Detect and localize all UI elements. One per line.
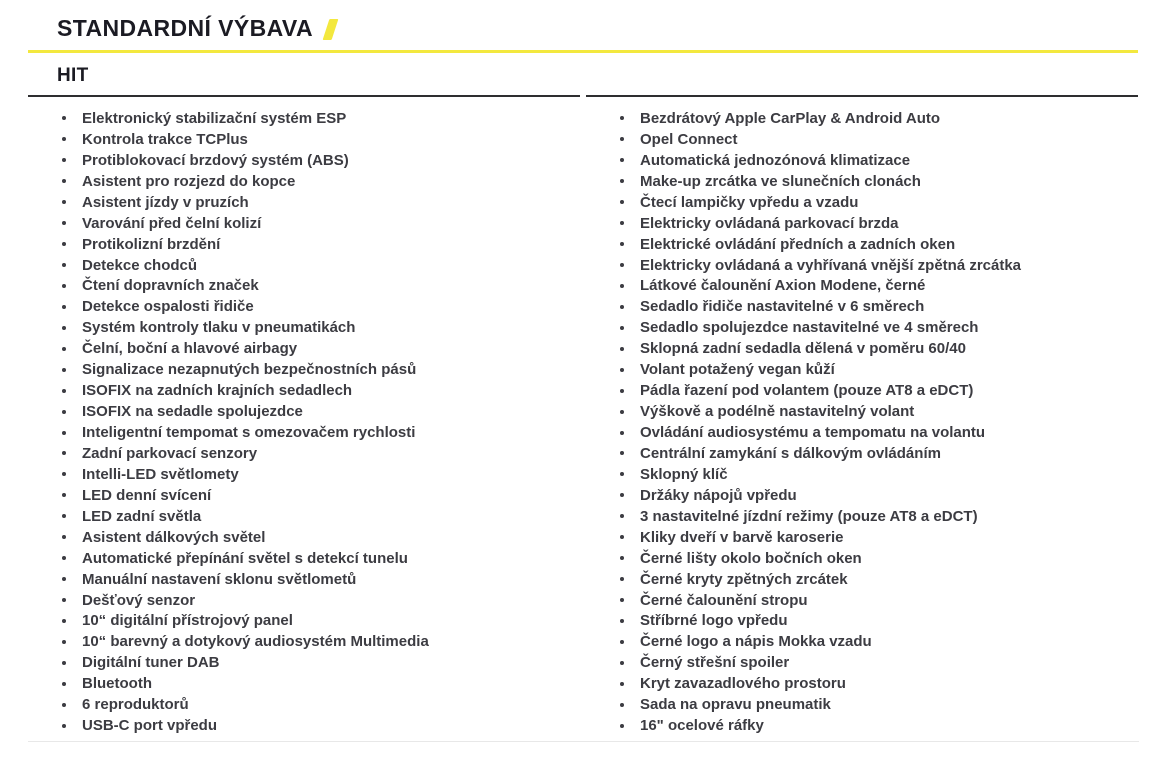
equipment-item (586, 506, 1138, 527)
equipment-item (586, 464, 1138, 485)
equipment-item (586, 569, 1138, 590)
equipment-item-label: Manuální nastavení sklonu světlometů (82, 570, 357, 588)
equipment-item-label: LED denní svícení (82, 486, 212, 504)
equipment-item (28, 276, 580, 297)
bullet-icon (62, 179, 66, 183)
equipment-item-label: Centrální zamykání s dálkovým ovládáním (640, 444, 941, 462)
bullet-icon (620, 284, 624, 288)
bullet-icon (62, 640, 66, 644)
equipment-item (586, 171, 1138, 192)
bullet-icon (62, 410, 66, 414)
equipment-item (586, 527, 1138, 548)
bullet-icon (62, 242, 66, 246)
page-header (28, 14, 1138, 53)
equipment-item (28, 234, 580, 255)
bullet-icon (620, 305, 624, 309)
equipment-item-label: Látkové čalounění Axion Modene, černé (640, 277, 926, 295)
equipment-item-label: Varování před čelní kolizí (82, 214, 262, 232)
equipment-item (28, 422, 580, 443)
equipment-item-label: Sedadlo spolujezdce nastavitelné ve 4 směrech (640, 319, 979, 337)
equipment-item-label: Černé lišty okolo bočních oken (640, 549, 862, 567)
page-title: STANDARDNÍ VÝBAVA (57, 15, 313, 41)
equipment-item (28, 401, 580, 422)
yellow-divider (28, 50, 1138, 53)
bullet-icon (62, 598, 66, 602)
equipment-item (28, 694, 580, 715)
equipment-item (28, 359, 580, 380)
bullet-icon (620, 703, 624, 707)
bottom-divider (28, 741, 1139, 742)
equipment-item (28, 631, 580, 652)
bullet-icon (62, 724, 66, 728)
equipment-item-label: Černý střešní spoiler (640, 654, 790, 672)
equipment-item-label: Asistent jízdy v pruzích (82, 193, 249, 211)
equipment-item-label: Elektricky ovládaná parkovací brzda (640, 214, 899, 232)
equipment-item (586, 401, 1138, 422)
bullet-icon (620, 451, 624, 455)
equipment-item (586, 213, 1138, 234)
bullet-icon (62, 200, 66, 204)
trim-level-title: HIT (57, 65, 89, 86)
bullet-icon (620, 598, 624, 602)
equipment-item (586, 359, 1138, 380)
bullet-icon (62, 619, 66, 623)
equipment-item-label: Sada na opravu pneumatik (640, 696, 831, 714)
bullet-icon (620, 410, 624, 414)
bullet-icon (620, 137, 624, 141)
equipment-item (586, 485, 1138, 506)
bullet-icon (620, 389, 624, 393)
equipment-item-label: Signalizace nezapnutých bezpečnostních pásů (82, 361, 417, 379)
bullet-icon (620, 200, 624, 204)
equipment-item-label: 10“ digitální přístrojový panel (82, 612, 293, 630)
equipment-item-label: 6 reproduktorů (82, 696, 189, 714)
equipment-item (586, 590, 1138, 611)
bullet-icon (62, 472, 66, 476)
accent-slash-icon (323, 19, 339, 40)
equipment-item-label: Automatické přepínání světel s detekcí tunelu (82, 549, 408, 567)
bullet-icon (620, 472, 624, 476)
equipment-item-label: Digitální tuner DAB (82, 654, 220, 672)
equipment-item (28, 590, 580, 611)
equipment-item (28, 464, 580, 485)
equipment-item-label: ISOFIX na sedadle spolujezdce (82, 403, 303, 421)
equipment-item (586, 296, 1138, 317)
equipment-item (28, 108, 580, 129)
equipment-item-label: Opel Connect (640, 130, 738, 148)
equipment-item-label: Detekce chodců (82, 256, 198, 274)
equipment-item (28, 652, 580, 673)
bullet-icon (620, 263, 624, 267)
equipment-item-label: Ovládání audiosystému a tempomatu na volantu (640, 424, 986, 442)
bullet-icon (62, 389, 66, 393)
bullet-icon (62, 284, 66, 288)
bullet-icon (620, 556, 624, 560)
equipment-item-label: Inteligentní tempomat s omezovačem rychlosti (82, 424, 416, 442)
equipment-item-label: LED zadní světla (82, 507, 202, 525)
equipment-item (28, 715, 580, 736)
equipment-item (28, 296, 580, 317)
bullet-icon (620, 682, 624, 686)
equipment-item (28, 129, 580, 150)
equipment-item (586, 317, 1138, 338)
equipment-item-label: Držáky nápojů vpředu (640, 486, 797, 504)
equipment-item (28, 255, 580, 276)
equipment-item-label: 3 nastavitelné jízdní režimy (pouze AT8 a eDCT) (640, 507, 978, 525)
equipment-item-label: Elektricky ovládaná a vyhřívaná vnější zpětná zrcátka (640, 256, 1022, 274)
bullet-icon (620, 326, 624, 330)
equipment-item (586, 652, 1138, 673)
equipment-item (586, 673, 1138, 694)
equipment-item (586, 715, 1138, 736)
bullet-icon (620, 640, 624, 644)
equipment-item-label: Černé kryty zpětných zrcátek (640, 570, 848, 588)
equipment-item (586, 108, 1138, 129)
bullet-icon (620, 347, 624, 351)
bullet-icon (620, 431, 624, 435)
equipment-list-right (586, 95, 1138, 736)
equipment-item-label: Čtecí lampičky vpředu a vzadu (640, 193, 859, 211)
equipment-item-label: Protikolizní brzdění (82, 235, 221, 253)
bullet-icon (62, 661, 66, 665)
equipment-list-left (28, 95, 580, 736)
equipment-item-label: Sklopný klíč (640, 465, 728, 483)
bullet-icon (62, 263, 66, 267)
equipment-item (28, 192, 580, 213)
bullet-icon (62, 535, 66, 539)
equipment-item-label: Černé logo a nápis Mokka vzadu (640, 633, 872, 651)
equipment-item-label: Výškově a podélně nastavitelný volant (640, 403, 915, 421)
equipment-item-label: Černé čalounění stropu (640, 591, 808, 609)
bullet-icon (620, 242, 624, 246)
equipment-item (28, 380, 580, 401)
bullet-icon (620, 661, 624, 665)
bullet-icon (620, 221, 624, 225)
bullet-icon (620, 493, 624, 497)
equipment-item (28, 506, 580, 527)
equipment-item (28, 213, 580, 234)
equipment-item (28, 548, 580, 569)
equipment-item (586, 611, 1138, 632)
equipment-item (28, 611, 580, 632)
equipment-item (586, 338, 1138, 359)
equipment-item-label: Bluetooth (82, 675, 152, 693)
equipment-item-label: Bezdrátový Apple CarPlay & Android Auto (640, 109, 941, 127)
equipment-item-label: Systém kontroly tlaku v pneumatikách (82, 319, 356, 337)
bullet-icon (62, 682, 66, 686)
equipment-item-label: Zadní parkovací senzory (82, 444, 258, 462)
bullet-icon (62, 703, 66, 707)
equipment-item (586, 150, 1138, 171)
equipment-item-label: Čtení dopravních značek (82, 277, 259, 295)
title-row (57, 14, 1138, 42)
equipment-item (28, 171, 580, 192)
equipment-item-label: Volant potažený vegan kůží (640, 361, 835, 379)
bullet-icon (620, 158, 624, 162)
equipment-item-label: Elektronický stabilizační systém ESP (82, 109, 347, 127)
equipment-item (586, 631, 1138, 652)
equipment-item-label: Pádla řazení pod volantem (pouze AT8 a eDCT) (640, 382, 974, 400)
equipment-item-label: Stříbrné logo vpředu (640, 612, 788, 630)
equipment-item-label: Dešťový senzor (82, 591, 196, 609)
equipment-item (586, 255, 1138, 276)
equipment-item (586, 380, 1138, 401)
equipment-item-label: Sedadlo řidiče nastavitelné v 6 směrech (640, 298, 925, 316)
bullet-icon (62, 556, 66, 560)
equipment-item (586, 234, 1138, 255)
bullet-icon (62, 326, 66, 330)
bullet-icon (620, 514, 624, 518)
equipment-item-label: Kontrola trakce TCPlus (82, 130, 248, 148)
equipment-item-label: Asistent pro rozjezd do kopce (82, 172, 296, 190)
bullet-icon (62, 577, 66, 581)
equipment-item (586, 443, 1138, 464)
equipment-item (586, 422, 1138, 443)
bullet-icon (62, 305, 66, 309)
equipment-item (586, 192, 1138, 213)
equipment-item-label: Automatická jednozónová klimatizace (640, 151, 911, 169)
equipment-item-label: Kliky dveří v barvě karoserie (640, 528, 844, 546)
equipment-item (28, 338, 580, 359)
bullet-icon (620, 535, 624, 539)
bullet-icon (62, 514, 66, 518)
equipment-item-label: Asistent dálkových světel (82, 528, 266, 546)
equipment-columns (28, 95, 1138, 736)
bullet-icon (620, 179, 624, 183)
equipment-item-label: Protiblokovací brzdový systém (ABS) (82, 151, 349, 169)
equipment-item-label: Intelli-LED světlomety (82, 465, 239, 483)
bullet-icon (62, 158, 66, 162)
equipment-item-label: USB-C port vpředu (82, 717, 217, 735)
equipment-item (28, 569, 580, 590)
bullet-icon (62, 493, 66, 497)
bullet-icon (62, 116, 66, 120)
equipment-item (586, 129, 1138, 150)
bullet-icon (620, 724, 624, 728)
bullet-icon (62, 451, 66, 455)
equipment-item-label: Make-up zrcátka ve slunečních clonách (640, 172, 921, 190)
equipment-item (586, 548, 1138, 569)
equipment-item-label: Kryt zavazadlového prostoru (640, 675, 846, 693)
bullet-icon (620, 368, 624, 372)
equipment-item-label: Detekce ospalosti řidiče (82, 298, 254, 316)
bullet-icon (62, 221, 66, 225)
equipment-item-label: Sklopná zadní sedadla dělená v poměru 60/40 (640, 340, 966, 358)
bullet-icon (620, 116, 624, 120)
equipment-item (28, 485, 580, 506)
bullet-icon (62, 368, 66, 372)
bullet-icon (62, 431, 66, 435)
equipment-item (586, 694, 1138, 715)
bullet-icon (62, 347, 66, 351)
equipment-item (586, 276, 1138, 297)
bullet-icon (620, 619, 624, 623)
equipment-item (28, 317, 580, 338)
equipment-item (28, 673, 580, 694)
equipment-item (28, 443, 580, 464)
bullet-icon (62, 137, 66, 141)
equipment-item-label: 16" ocelové ráfky (640, 717, 764, 735)
equipment-item-label: Čelní, boční a hlavové airbagy (82, 340, 298, 358)
equipment-item (28, 150, 580, 171)
bullet-icon (620, 577, 624, 581)
equipment-item-label: ISOFIX na zadních krajních sedadlech (82, 382, 353, 400)
equipment-item-label: Elektrické ovládání předních a zadních oken (640, 235, 956, 253)
equipment-item-label: 10“ barevný a dotykový audiosystém Multimedia (82, 633, 429, 651)
equipment-item (28, 527, 580, 548)
